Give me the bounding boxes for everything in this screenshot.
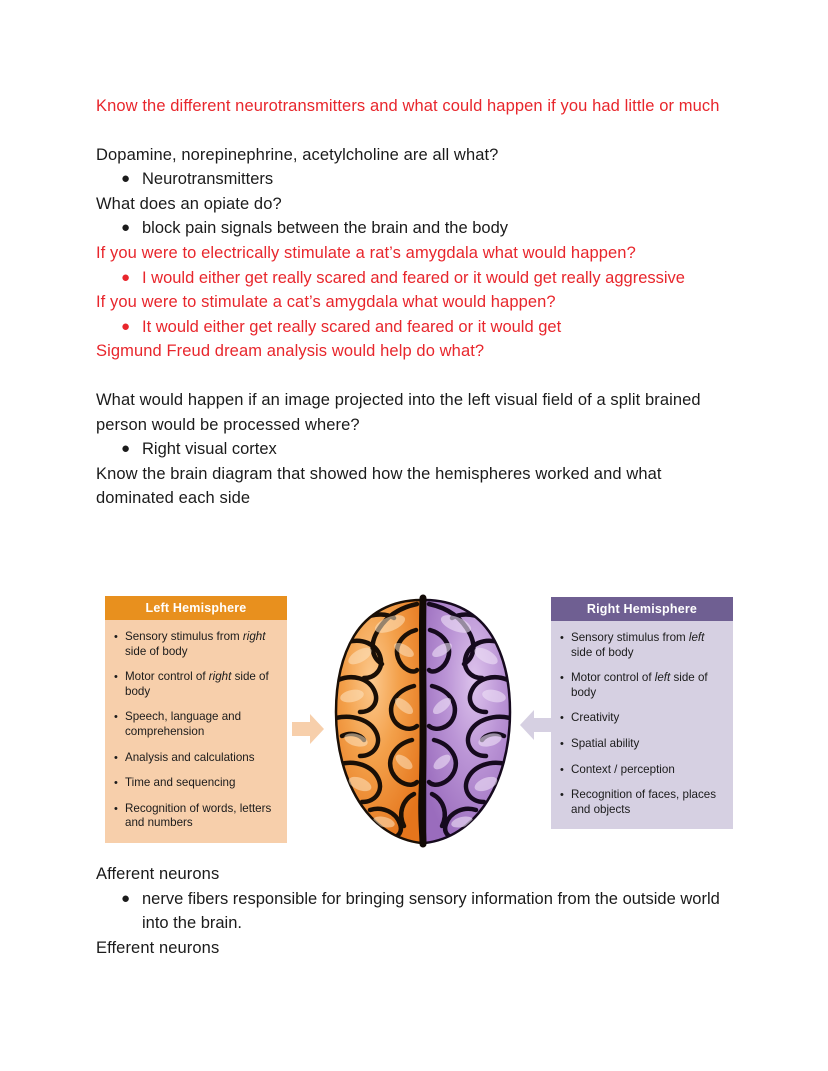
bullet-dot-icon: • <box>114 751 118 764</box>
bullet-dot-icon: • <box>560 737 564 750</box>
right-hemisphere-item <box>560 763 724 778</box>
note-paragraph: If you were to electrically stimulate a rat’s amygdala what would happen? <box>96 243 636 262</box>
left-hemisphere-item-label: Motor control of right side of body <box>125 670 269 698</box>
note-paragraph: If you were to stimulate a cat’s amygdala what would happen? <box>96 293 556 312</box>
left-hemisphere-title: Left Hemisphere <box>105 596 287 620</box>
note-bullet-label: Neurotransmitters <box>142 170 274 189</box>
right-hemisphere-item <box>560 737 724 752</box>
notes-body-top <box>96 94 732 511</box>
bullet-dot-icon: ● <box>120 317 130 335</box>
left-hemisphere-item <box>114 776 278 791</box>
bullet-dot-icon: ● <box>120 170 130 188</box>
emphasis-word: left <box>654 671 671 685</box>
bullet-dot-icon: • <box>114 631 118 643</box>
right-hemisphere-item <box>560 631 724 660</box>
note-bullet-item <box>96 887 732 936</box>
right-hemisphere-item-label: Context / perception <box>571 762 675 776</box>
bullet-dot-icon: ● <box>120 268 130 286</box>
left-hemisphere-panel <box>105 596 287 843</box>
note-paragraph: Efferent neurons <box>96 938 220 957</box>
bullet-dot-icon: ● <box>120 440 130 458</box>
left-hemisphere-item-label: Sensory stimulus from right side of body <box>125 630 266 658</box>
right-hemisphere-item-label: Recognition of faces, places and objects <box>571 788 717 816</box>
left-hemisphere-item-list <box>105 620 287 843</box>
note-paragraph: Afferent neurons <box>96 865 220 883</box>
right-hemisphere-item-label: Spatial ability <box>571 736 640 750</box>
left-hemisphere-item <box>114 630 278 659</box>
note-paragraph: Know the brain diagram that showed how the hemispheres worked and what dominated each side <box>96 464 662 508</box>
brain-hemispheres-diagram <box>96 586 732 854</box>
left-hemisphere-item-label: Time and sequencing <box>125 776 236 790</box>
note-bullet-label: I would either get really scared and feared or it would get really aggressive <box>142 268 685 287</box>
paragraph-spacer <box>96 119 732 143</box>
notes-body-bottom <box>96 862 732 960</box>
bullet-dot-icon: • <box>114 671 118 684</box>
note-bullet-item <box>96 315 732 340</box>
bullet-dot-icon: • <box>560 712 564 725</box>
left-hemisphere-item <box>114 802 278 831</box>
right-hemisphere-item-label: Creativity <box>571 711 620 725</box>
right-hemisphere-item-list <box>551 621 733 829</box>
left-hemisphere-item-label: Analysis and calculations <box>125 750 255 764</box>
emphasis-word: right <box>208 670 232 684</box>
left-hemisphere-item <box>114 710 278 739</box>
right-hemisphere-item-label: Sensory stimulus from left side of body <box>571 631 705 659</box>
left-hemisphere-item <box>114 670 278 699</box>
right-hemisphere-item-label: Motor control of left side of body <box>571 671 708 699</box>
emphasis-word: left <box>688 631 705 644</box>
note-bullet-label: Right visual cortex <box>142 440 277 459</box>
bullet-dot-icon: • <box>114 777 118 790</box>
bullet-dot-icon: ● <box>120 889 130 907</box>
brain-illustration <box>318 594 528 850</box>
right-hemisphere-title: Right Hemisphere <box>551 597 733 621</box>
left-hemisphere-item-label: Recognition of words, letters and numbers <box>125 801 272 830</box>
left-hemisphere-item-label: Speech, language and comprehension <box>125 710 242 738</box>
note-bullet-item <box>96 437 732 462</box>
note-paragraph: What does an opiate do? <box>96 194 282 213</box>
right-hemisphere-panel <box>551 597 733 829</box>
note-bullet-label: nerve fibers responsible for bringing sensory information from the outside world into the brain. <box>142 889 720 933</box>
note-bullet-label: It would either get really scared and feared or it would get <box>142 317 562 336</box>
note-paragraph: Sigmund Freud dream analysis would help do what? <box>96 342 485 361</box>
left-hemisphere-item <box>114 751 278 766</box>
right-hemisphere-item <box>560 711 724 726</box>
note-bullet-label: block pain signals between the brain and the body <box>142 219 509 238</box>
bullet-dot-icon: • <box>560 632 564 644</box>
note-bullet-item <box>96 266 732 291</box>
note-bullet-item <box>96 167 732 192</box>
bullet-dot-icon: • <box>114 802 118 815</box>
bullet-dot-icon: • <box>560 789 564 802</box>
note-paragraph: Dopamine, norepinephrine, acetylcholine are all what? <box>96 145 499 164</box>
note-paragraph: Know the different neurotransmitters and what could happen if you had little or much <box>96 97 720 115</box>
right-hemisphere-item <box>560 671 724 700</box>
bullet-dot-icon: • <box>114 711 118 724</box>
paragraph-spacer <box>96 364 732 388</box>
right-hemisphere-item <box>560 788 724 817</box>
emphasis-word: right <box>242 630 266 643</box>
note-bullet-item <box>96 216 732 241</box>
bullet-dot-icon: ● <box>120 219 130 237</box>
bullet-dot-icon: • <box>560 672 564 685</box>
bullet-dot-icon: • <box>560 763 564 776</box>
note-paragraph: What would happen if an image projected into the left visual field of a split brained person would be processed where? <box>96 390 701 434</box>
